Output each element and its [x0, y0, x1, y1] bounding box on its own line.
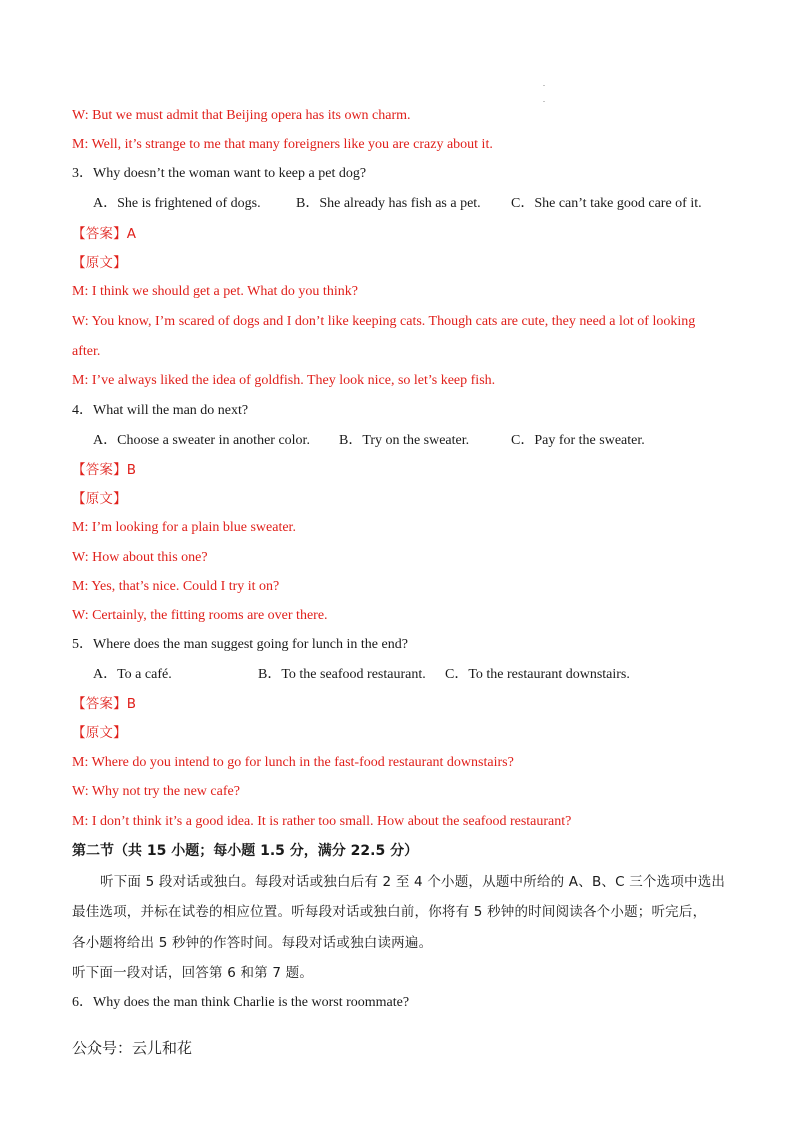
- transcript-line: W: But we must admit that Beijing opera has its own charm.: [72, 108, 411, 123]
- option-a: A．Choose a sweater in another color.: [93, 433, 310, 448]
- corner-mark: .: [543, 79, 545, 88]
- transcript-line: M: I don’t think it’s a good idea. It is rather too small. How about the seafood restaurant?: [72, 814, 572, 829]
- option-a: A．To a café.: [93, 667, 172, 682]
- transcript-line: W: How about this one?: [72, 550, 208, 565]
- transcript-line: M: Yes, that’s nice. Could I try it on?: [72, 579, 280, 594]
- corner-mark: .: [543, 95, 545, 104]
- question-6: 6．Why does the man think Charlie is the worst roommate?: [72, 995, 410, 1010]
- instruction-text: 各小题将给出 5 秒钟的作答时间。每段对话或独白读两遍。: [72, 935, 433, 951]
- transcript-line: M: Where do you intend to go for lunch in the fast-food restaurant downstairs?: [72, 755, 514, 770]
- option-c: C．To the restaurant downstairs.: [445, 667, 630, 682]
- answer-label: 【答案】B: [72, 696, 137, 712]
- original-text-label: 【原文】: [72, 255, 127, 271]
- transcript-line: after.: [72, 344, 101, 359]
- transcript-line: M: Well, it’s strange to me that many foreigners like you are crazy about it.: [72, 137, 493, 152]
- instruction-text: 最佳选项，并标在试卷的相应位置。听每段对话或独白前，你将有 5 秒钟的时间阅读各个小题；听完后，: [72, 904, 707, 920]
- original-text-label: 【原文】: [72, 491, 127, 507]
- transcript-line: W: Why not try the new cafe?: [72, 784, 240, 799]
- option-a: A．She is frightened of dogs.: [93, 196, 261, 211]
- question-3: 3．Why doesn’t the woman want to keep a pet dog?: [72, 166, 367, 181]
- transcript-line: W: Certainly, the fitting rooms are over there.: [72, 608, 328, 623]
- transcript-line: M: I think we should get a pet. What do you think?: [72, 284, 358, 299]
- answer-label: 【答案】A: [72, 226, 137, 242]
- option-b: B．Try on the sweater.: [339, 433, 470, 448]
- option-b: B．She already has fish as a pet.: [296, 196, 481, 211]
- instruction-text: 听下面 5 段对话或独白。每段对话或独白后有 2 至 4 个小题，从题中所给的 A、B、C 三个选项中选出: [100, 874, 726, 890]
- transcript-line: W: You know, I’m scared of dogs and I don’t like keeping cats. Though cats are cute, they need a lot of looking: [72, 314, 696, 329]
- answer-label: 【答案】B: [72, 462, 137, 478]
- transcript-line: M: I’ve always liked the idea of goldfish. They look nice, so let’s keep fish.: [72, 373, 496, 388]
- section-heading: 第二节（共 15 小题；每小题 1.5 分，满分 22.5 分）: [72, 843, 419, 859]
- instruction-text: 听下面一段对话，回答第 6 和第 7 题。: [72, 965, 314, 981]
- question-4: 4．What will the man do next?: [72, 403, 249, 418]
- option-c: C．Pay for the sweater.: [511, 433, 645, 448]
- option-c: C．She can’t take good care of it.: [511, 196, 702, 211]
- footer-account: 公众号：云儿和花: [72, 1039, 193, 1057]
- question-5: 5．Where does the man suggest going for lunch in the end?: [72, 637, 408, 652]
- option-b: B．To the seafood restaurant.: [258, 667, 426, 682]
- original-text-label: 【原文】: [72, 725, 127, 741]
- transcript-line: M: I’m looking for a plain blue sweater.: [72, 520, 296, 535]
